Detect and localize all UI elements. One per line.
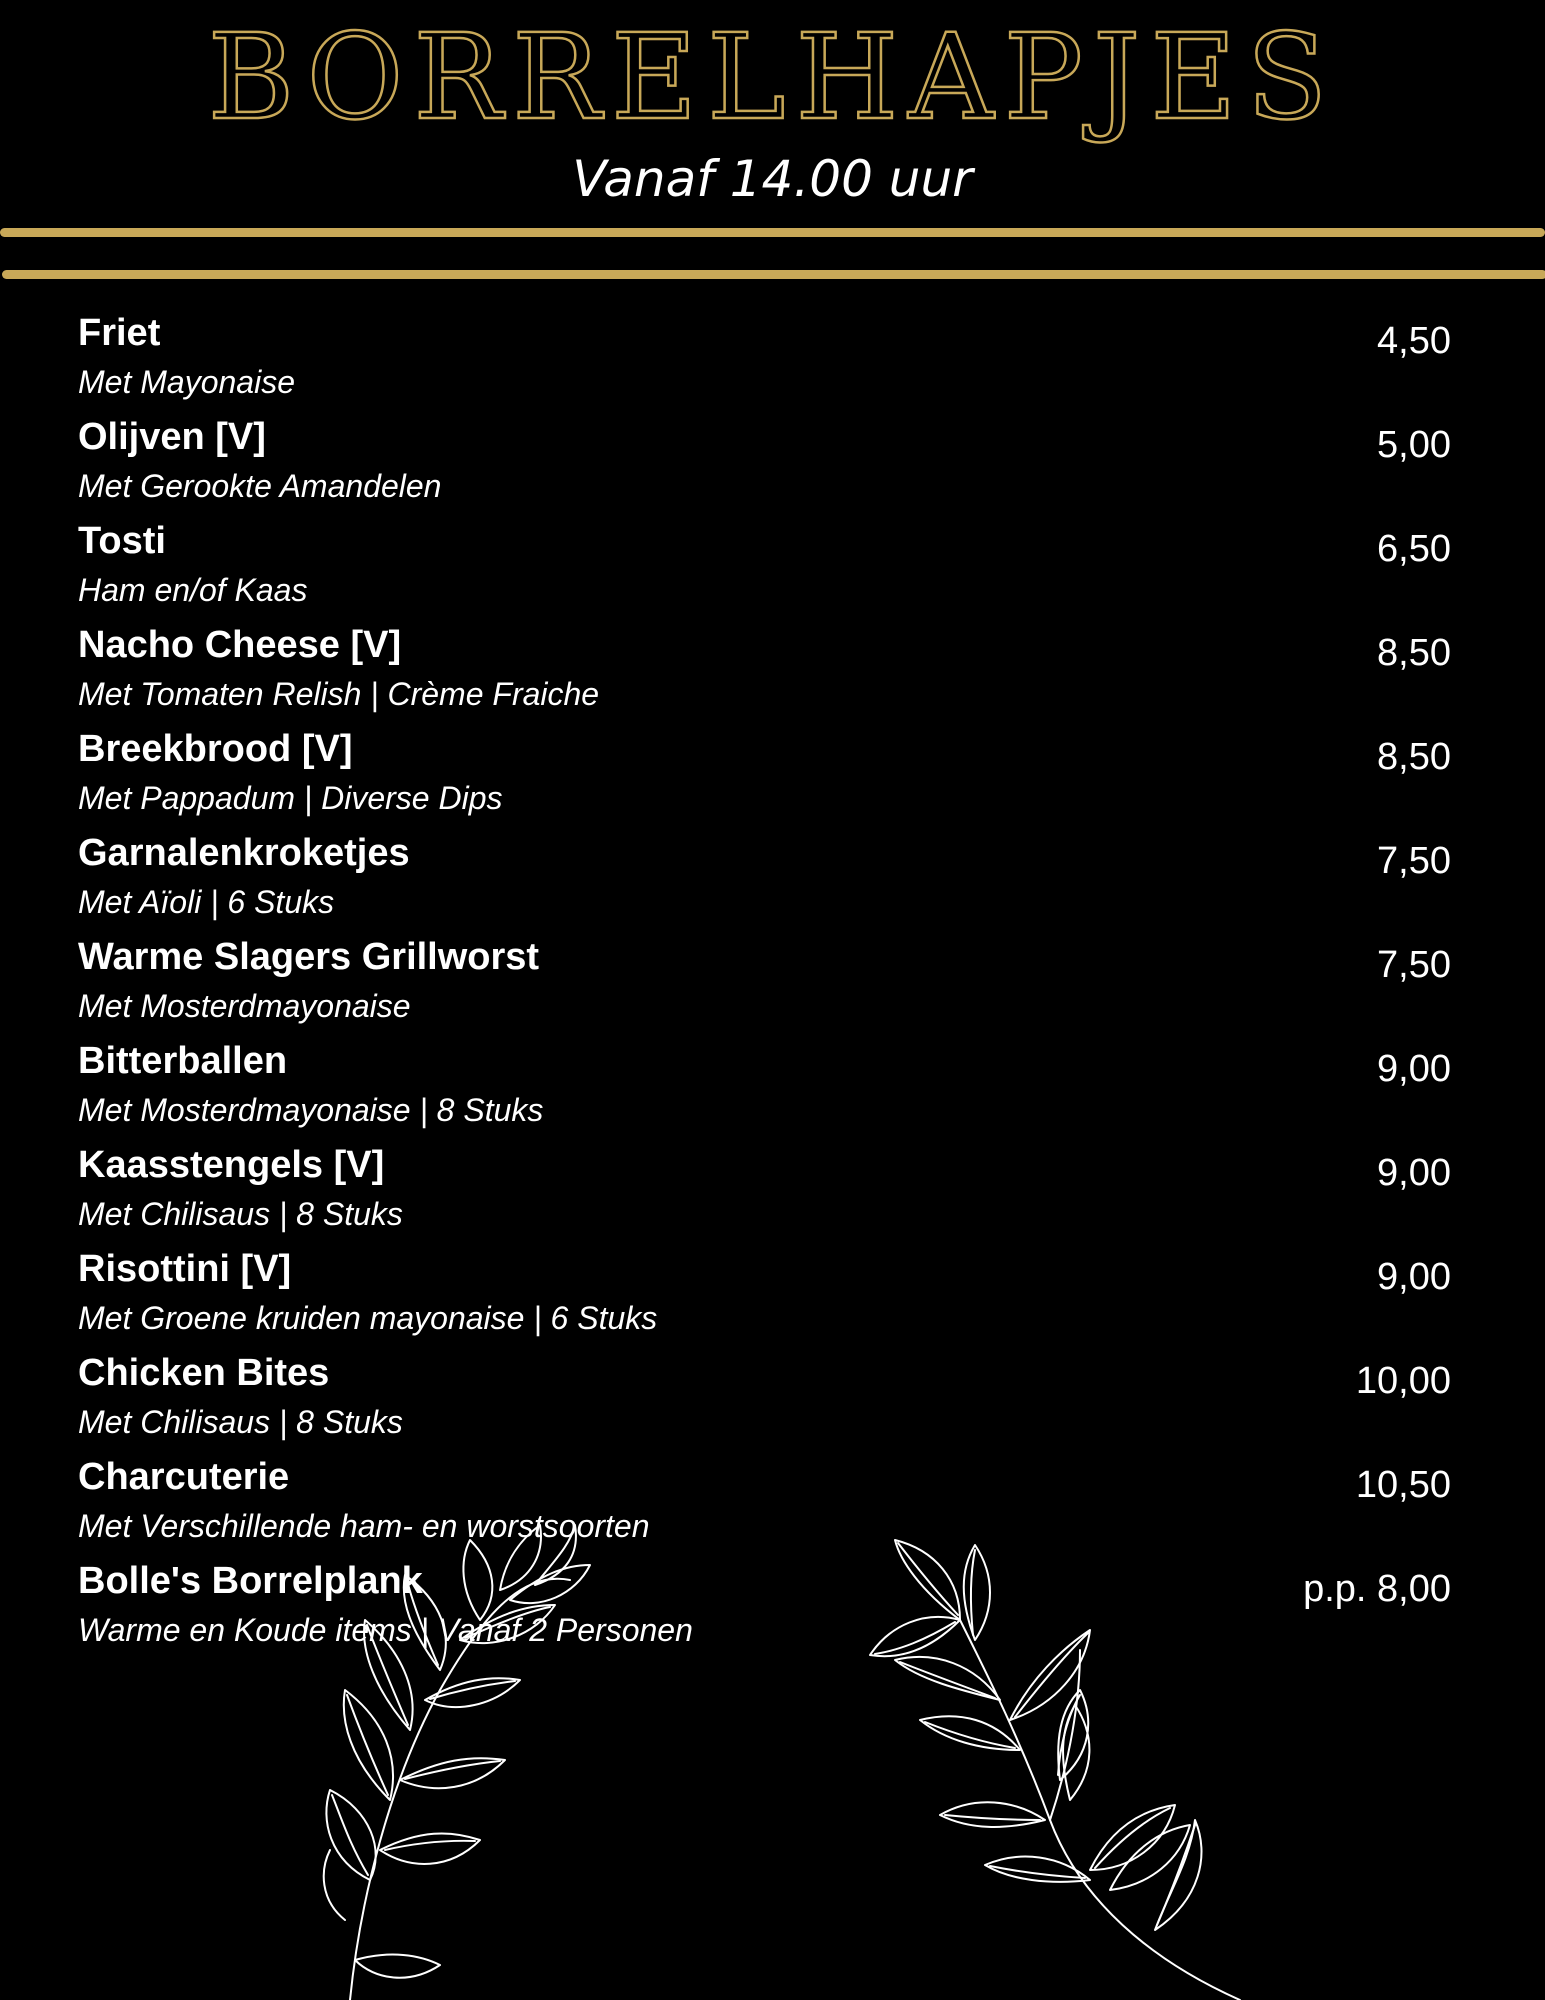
menu-item-name: Bolle's Borrelplank <box>78 1560 423 1602</box>
menu-item <box>78 828 1451 932</box>
menu-item <box>78 620 1451 724</box>
menu-item-description: Met Verschillende ham- en worstsoorten <box>78 1508 650 1544</box>
menu-item-name: Risottini [V] <box>78 1248 292 1290</box>
menu-item <box>78 412 1451 516</box>
menu-item <box>78 308 1451 412</box>
menu-item-price: 4,50 <box>1377 320 1451 362</box>
menu-item <box>78 1140 1451 1244</box>
menu-item <box>78 1036 1451 1140</box>
menu-item-description: Ham en/of Kaas <box>78 572 308 608</box>
menu-item-name: Friet <box>78 312 161 354</box>
menu-item-name: Charcuterie <box>78 1456 290 1498</box>
menu-item-price: 6,50 <box>1377 528 1451 570</box>
menu-item <box>78 516 1451 620</box>
menu-subtitle: Vanaf 14.00 uur <box>572 150 973 208</box>
menu-item-description: Met Chilisaus | 8 Stuks <box>78 1196 403 1232</box>
menu-item-price: 8,50 <box>1377 632 1451 674</box>
menu-item-price: 10,00 <box>1355 1360 1451 1402</box>
menu-item-price: 9,00 <box>1377 1256 1451 1298</box>
menu-item-name: Tosti <box>78 520 166 562</box>
menu-item-price: 8,50 <box>1377 736 1451 778</box>
menu-item-price: p.p. 8,00 <box>1303 1568 1451 1610</box>
menu-item-name: Bitterballen <box>78 1040 288 1082</box>
menu-item-name: Breekbrood [V] <box>78 728 353 770</box>
menu-item-description: Met Aïoli | 6 Stuks <box>78 884 335 920</box>
menu-item-description: Met Tomaten Relish | Crème Fraiche <box>78 676 600 712</box>
menu-item <box>78 1244 1451 1348</box>
menu-item-description: Met Mosterdmayonaise <box>78 988 411 1024</box>
menu-item-description: Met Groene kruiden mayonaise | 6 Stuks <box>78 1300 658 1336</box>
menu-item-name: Warme Slagers Grillworst <box>78 936 540 978</box>
menu-item-price: 10,50 <box>1355 1464 1451 1506</box>
menu-item-price: 5,00 <box>1377 424 1451 466</box>
menu-item-description: Met Gerookte Amandelen <box>78 468 442 504</box>
menu-item-description: Met Mosterdmayonaise | 8 Stuks <box>78 1092 544 1128</box>
menu-item <box>78 932 1451 1036</box>
menu-title: BORRELHAPJES <box>207 8 1338 146</box>
menu-item-price: 9,00 <box>1377 1048 1451 1090</box>
menu-item-description: Warme en Koude items | Vanaf 2 Personen <box>78 1612 693 1648</box>
menu-item-name: Nacho Cheese [V] <box>78 624 402 666</box>
menu-item-description: Met Chilisaus | 8 Stuks <box>78 1404 403 1440</box>
menu-item <box>78 724 1451 828</box>
menu-item-description: Met Mayonaise <box>78 364 295 400</box>
menu-item-name: Kaasstengels [V] <box>78 1144 385 1186</box>
menu-item-description: Met Pappadum | Diverse Dips <box>78 780 503 816</box>
menu-item-price: 7,50 <box>1377 840 1451 882</box>
menu-item-price: 9,00 <box>1377 1152 1451 1194</box>
menu-item <box>78 1452 1451 1556</box>
menu-item <box>78 1348 1451 1452</box>
menu-item-name: Olijven [V] <box>78 416 266 458</box>
menu-item-name: Chicken Bites <box>78 1352 330 1394</box>
menu-item-name: Garnalenkroketjes <box>78 832 410 874</box>
menu-item <box>78 1556 1451 1660</box>
menu-item-price: 7,50 <box>1377 944 1451 986</box>
